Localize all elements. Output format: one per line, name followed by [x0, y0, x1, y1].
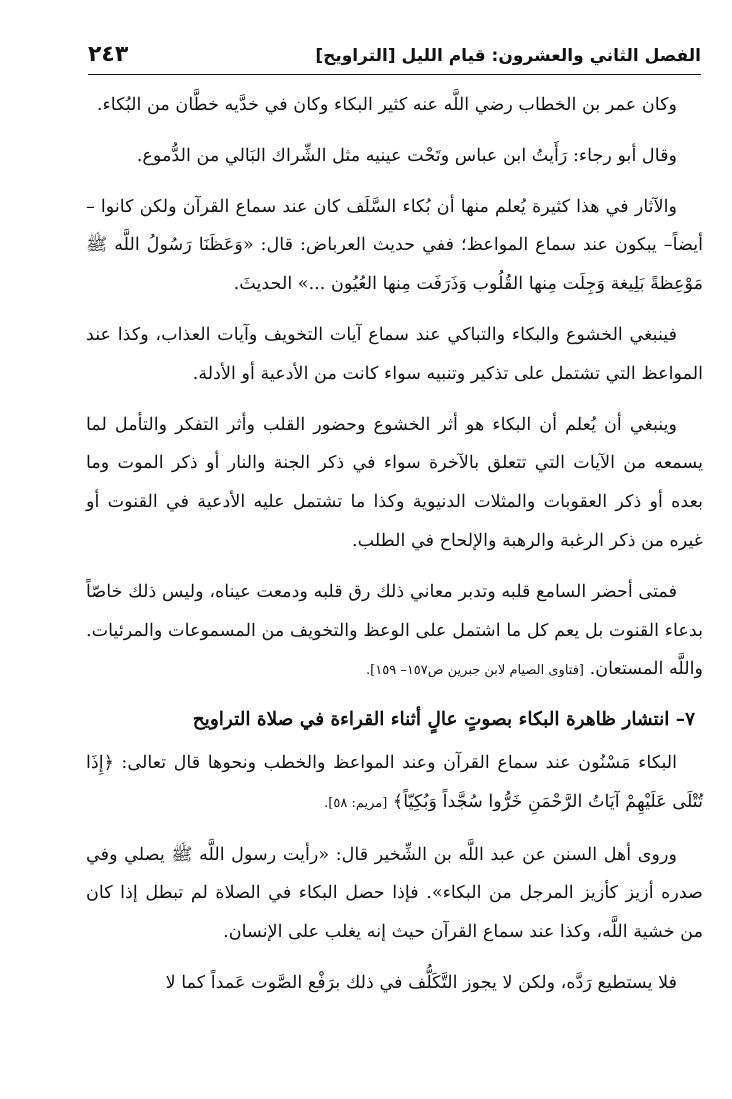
paragraph: فمتى أحضر السامع قلبه وتدبر معاني ذلك رق قلبه ودمعت عيناه، وليس ذلك خاصّاً بدعاء القنوت بل يعم كل ما اشتمل على الوعظ والتخويف من المسموعات والمرئيات. واللَّه المستعان. [فتاوى الصيام لابن جبرين ص١٥٧– ١٥٩].	[86, 581, 703, 680]
paragraph: فلا يستطيع رَدَّه، ولكن لا يجوز التَّكَلُّف في ذلك برَفْع الصَّوت عَمداً كما لا	[165, 972, 677, 993]
section-heading: ٧– انتشار ظاهرة البكاء بصوتٍ عالٍ أثناء القراءة في صلاة التراويح	[192, 709, 695, 731]
chapter-title: الفصل الثاني والعشرون: قيام الليل [التراويح]	[315, 46, 701, 66]
page-header	[88, 40, 701, 75]
page-body	[86, 86, 703, 1015]
paragraph: والآثار في هذا كثيرة يُعلم منها أن بُكاء السَّلَف كان عند سماع القرآن ولكن كانوا – أيضاً– يبكون عند سماع المواعظ؛ ففي حديث العرباض: قال: «وَعَظَنَا رَسُولُ اللَّه ﷺ مَوْعِظةً بَلِيغة وَجِلَت مِنها القُلُوب وَذَرَفَت مِنها العُيُون ...» الحديثَ.	[86, 196, 703, 295]
paragraph: فينبغي الخشوع والبكاء والتباكي عند سماع آيات التخويف وآيات العذاب، وكذا عند المواعظ التي تشتمل على تذكير وتنبيه سواء كانت من الأدعية أو الأدلة.	[86, 324, 703, 384]
source-reference: [فتاوى الصيام لابن جبرين ص١٥٧– ١٥٩].	[366, 663, 585, 679]
paragraph: البكاء مَسْنُون عند سماع القرآن وعند المواعظ والخطب ونحوها قال تعالى: ﴿إِذَا تُتْلَى عَلَيْهِمْ آيَاتُ الرَّحْمَنِ خَرُّوا سُجَّداً وَبُكِيّاً﴾ [مريم: ٥٨].	[86, 752, 703, 812]
quran-reference: [مريم: ٥٨].	[324, 795, 388, 811]
paragraph: وكان عمر بن الخطاب رضي اللَّه عنه كثير البكاء وكان في خدَّيه خطَّان من البُكاء.	[96, 95, 677, 115]
page-number: ٢٤٣	[88, 42, 129, 67]
paragraph: وينبغي أن يُعلم أن البكاء هو أثر الخشوع وحضور القلب وأثر التفكر والتأمل لما يسمعه من الآيات التي تتعلق بالآخرة سواء في ذكر الجنة والنار أو ذكر الموت وما بعده أو ذكر العقوبات والمثلات الدنيوية وكذا ما تشتمل عليه الأدعية في القنوت أو غيره من ذكر الرغبة والرهبة والإلحاح في الطلب.	[86, 414, 703, 551]
paragraph: وروى أهل السنن عن عبد اللَّه بن الشِّخير قال: «رأيت رسول اللَّه ﷺ يصلي وفي صدره أزيز كأزيز المرجل من البكاء». فإذا حصل البكاء في الصلاة لم تبطل إذا كان من خشية اللَّه، وكذا عند سماع القرآن حيث إنه يغلب على الإنسان.	[86, 844, 703, 943]
paragraph: وقال أبو رجاء: رَأَيتُ ابن عباس وتَحْت عينيه مثل الشِّراك البَالي من الدُّموع.	[136, 145, 677, 166]
